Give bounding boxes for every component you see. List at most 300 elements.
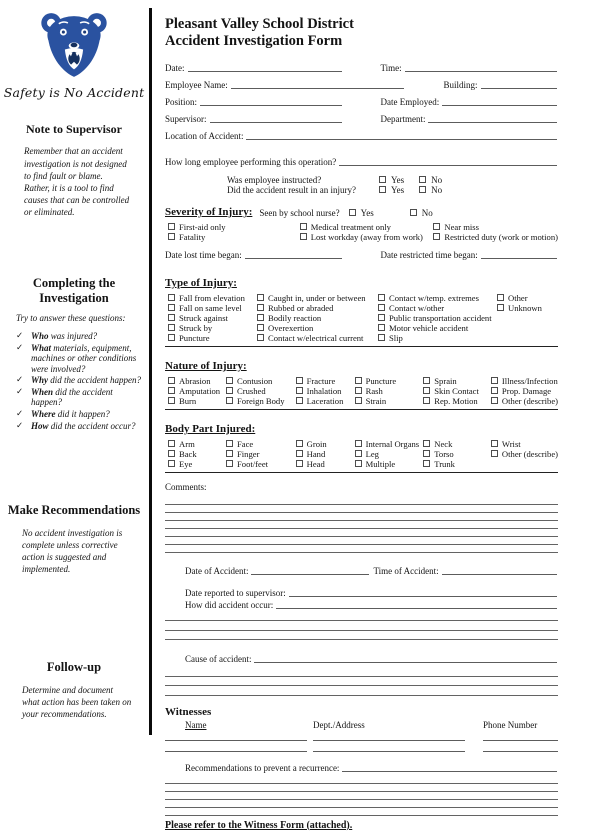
checkbox-option [257, 323, 378, 333]
checkbox[interactable] [378, 334, 385, 341]
sidebar [0, 0, 148, 776]
checkbox-option [168, 323, 257, 333]
checkbox-option [423, 386, 491, 396]
checkbox-option [497, 303, 558, 313]
checkbox[interactable] [168, 450, 175, 457]
checkbox[interactable] [296, 460, 303, 467]
checkbox-label: Caught in, under or between [268, 292, 366, 303]
recommendations-label: Recommendations to prevent a recurrence: [185, 762, 340, 773]
checkbox-label: Other (describe) [501, 395, 558, 406]
checkbox-label: Sprain [434, 375, 457, 386]
severity-heading: Severity of Injury: [165, 206, 253, 219]
checkbox[interactable] [423, 387, 430, 394]
witness-row [165, 741, 558, 752]
checkbox-label: Laceration [306, 395, 344, 406]
checkbox[interactable] [423, 397, 430, 404]
checkbox[interactable] [168, 397, 175, 404]
checkbox-option [168, 449, 226, 459]
sidebar-divider [149, 8, 152, 735]
checkbox-option [423, 376, 491, 386]
checkbox[interactable] [296, 397, 303, 404]
checkbox-option [296, 376, 355, 386]
checkbox-option [296, 439, 355, 449]
how-long-label: How long employee performing this operation? [165, 156, 337, 167]
checkbox[interactable] [168, 233, 175, 240]
checkbox[interactable] [257, 304, 264, 311]
checkbox-column [433, 222, 558, 242]
checkbox[interactable] [168, 334, 175, 341]
checkbox-column [226, 439, 296, 469]
investigation-questions-list [14, 331, 142, 431]
checkbox[interactable] [433, 223, 440, 230]
checkbox[interactable] [378, 314, 385, 321]
checkbox-label: Illness/Infection [501, 375, 558, 386]
checkbox-label: Rubbed or abraded [268, 302, 334, 313]
checkbox-label: Foot/feet [237, 458, 269, 469]
checkbox-label: Head [306, 458, 325, 469]
checkbox-option [226, 449, 296, 459]
checkbox-column [300, 222, 434, 242]
checkbox-label: Groin [306, 438, 327, 449]
checkbox-column [168, 222, 300, 242]
checkbox[interactable] [355, 440, 362, 447]
checkbox[interactable] [226, 460, 233, 467]
checkbox-option [168, 333, 257, 343]
checkbox[interactable] [257, 314, 264, 321]
type-of-injury-options [165, 293, 558, 343]
bear-logo-icon [36, 10, 112, 80]
severity-options [165, 222, 558, 242]
checkbox-label: Face [237, 438, 254, 449]
date-employed-input-line[interactable] [442, 104, 557, 106]
checkbox-label: Fall on same level [179, 302, 242, 313]
checkbox-option [296, 459, 355, 469]
checkbox-label: Fracture [306, 375, 336, 386]
witness-phone-line[interactable] [483, 741, 558, 752]
instructed-no-checkbox[interactable] [419, 176, 426, 183]
witness-row [165, 730, 558, 741]
checkbox[interactable] [378, 304, 385, 311]
checkbox-option [168, 376, 226, 386]
checkbox-label: Internal Organs [365, 438, 420, 449]
instructed-yes-checkbox[interactable] [379, 176, 386, 183]
checkbox-option [296, 449, 355, 459]
make-recommendations-heading: Make Recommendations [7, 503, 141, 518]
checkbox-option [378, 333, 497, 343]
follow-up-heading: Follow-up [46, 659, 102, 674]
checkbox[interactable] [491, 440, 498, 447]
writing-line[interactable] [165, 776, 558, 784]
how-occur-writing-area [165, 612, 558, 641]
checkbox-column [296, 439, 355, 469]
writing-line[interactable] [165, 808, 558, 816]
checkmark-icon: ✓ [16, 341, 24, 352]
checkbox-option [257, 303, 378, 313]
checkbox-option [433, 222, 558, 232]
witness-form-note: Please refer to the Witness Form (attached). [165, 819, 353, 831]
checkbox-option [491, 376, 558, 386]
checkbox-label: Strain [365, 395, 387, 406]
writing-line[interactable] [165, 612, 558, 622]
checkbox-label: Overexertion [268, 322, 314, 333]
writing-line[interactable] [165, 537, 558, 545]
checkbox-option [378, 293, 497, 303]
checkbox-label: Other [508, 292, 528, 303]
checkbox-label: Near miss [444, 221, 479, 232]
checkbox-option [257, 293, 378, 303]
checkbox-option [168, 232, 300, 242]
witness-name-line[interactable] [165, 730, 307, 741]
employee-name-input-line[interactable] [231, 87, 405, 89]
date-reported-input-line[interactable] [289, 595, 557, 597]
checkbox-label: Back [179, 448, 197, 459]
writing-line[interactable] [165, 505, 558, 513]
checkbox-label: Neck [434, 438, 453, 449]
how-occur-label: How did accident occur: [185, 599, 274, 610]
witness-dept-line[interactable] [313, 730, 465, 741]
writing-line[interactable] [165, 545, 558, 553]
checkbox-label: Burn [179, 395, 197, 406]
completing-investigation-heading: Completing the Investigation [32, 276, 116, 306]
checkbox-option [423, 439, 491, 449]
checkbox-option [423, 396, 491, 406]
make-recommendations-text: No accident investigation is complete unless corrective action is suggested and implemented. [22, 528, 123, 575]
checkbox[interactable] [497, 304, 504, 311]
writing-line[interactable] [165, 677, 558, 687]
recommendations-writing-area [165, 776, 558, 816]
date-restricted-input-line[interactable] [481, 257, 557, 259]
checkbox-column [168, 293, 257, 343]
checkbox[interactable] [423, 440, 430, 447]
checkbox-label: Foreign Body [237, 395, 285, 406]
checkbox-label: Skin Contact [434, 385, 479, 396]
checkbox[interactable] [226, 440, 233, 447]
checkbox[interactable] [423, 377, 430, 384]
checkbox-option [168, 303, 257, 313]
checkbox-option [355, 396, 424, 406]
checkbox[interactable] [168, 377, 175, 384]
section-rule [165, 409, 558, 410]
writing-line[interactable] [165, 800, 558, 808]
checkbox-column [491, 439, 558, 469]
checkbox-label: Fatality [179, 231, 206, 242]
department-input-line[interactable] [428, 121, 557, 123]
writing-line[interactable] [165, 497, 558, 505]
time-input-line[interactable] [405, 70, 557, 72]
question-item: ✓ Where did it happen? [16, 407, 110, 419]
checkbox[interactable] [226, 377, 233, 384]
checkbox[interactable] [296, 377, 303, 384]
checkbox-label: Unknown [508, 302, 542, 313]
checkbox-label: Prop. Damage [501, 385, 552, 396]
checkbox[interactable] [378, 324, 385, 331]
checkbox[interactable] [300, 223, 307, 230]
follow-up-text: Determine and document what action has been taken on your recommendations. [22, 684, 132, 719]
checkbox-label: Puncture [365, 375, 397, 386]
checkbox-option [491, 439, 558, 449]
checkbox[interactable] [355, 460, 362, 467]
checkbox-label: Trunk [434, 458, 455, 469]
checkbox[interactable] [168, 387, 175, 394]
checkbox-label: Bodily reaction [268, 312, 322, 323]
checkbox-label: Inhalation [306, 385, 342, 396]
checkbox[interactable] [497, 294, 504, 301]
checkbox-column [355, 376, 424, 406]
form-title: Pleasant Valley School District Accident Investigation Form [165, 16, 354, 50]
checkbox[interactable] [296, 387, 303, 394]
checkbox[interactable] [296, 450, 303, 457]
witness-phone-line[interactable] [483, 730, 558, 741]
time-of-accident-label: Time of Accident: [373, 565, 439, 576]
checkbox-column [296, 376, 355, 406]
date-of-accident-label: Date of Accident: [185, 565, 249, 576]
nature-of-injury-heading: Nature of Injury: [165, 359, 247, 372]
date-lost-input-line[interactable] [245, 257, 342, 259]
logo-caption: Safety is No Accident [3, 85, 145, 100]
employee-name-label: Employee Name: [165, 79, 228, 90]
checkbox-option [168, 386, 226, 396]
recommendations-input-line[interactable] [342, 770, 557, 772]
checkbox-option [433, 232, 558, 242]
checkbox-option [423, 459, 491, 469]
position-label: Position: [165, 96, 198, 107]
checkbox-option [168, 439, 226, 449]
checkbox-label: Rep. Motion [434, 395, 478, 406]
checkbox-label: Rash [365, 385, 383, 396]
checkbox-option [355, 449, 424, 459]
checkbox[interactable] [168, 440, 175, 447]
checkbox-label: Arm [179, 438, 195, 449]
checkbox[interactable] [257, 324, 264, 331]
checkbox-option [257, 333, 378, 343]
comments-writing-area [165, 497, 558, 553]
question-item: ✓ When did the accident happen? [16, 385, 113, 408]
checkbox-option [378, 303, 497, 313]
checkmark-icon: ✓ [16, 407, 24, 418]
nurse-yes-checkbox[interactable] [349, 209, 356, 216]
time-label: Time: [380, 62, 402, 73]
writing-line[interactable] [165, 513, 558, 521]
checkbox-option [226, 396, 296, 406]
time-of-accident-input-line[interactable] [442, 573, 557, 575]
question-item: ✓ Why did the accident happen? [16, 374, 141, 386]
checkbox-label: Leg [365, 448, 379, 459]
comments-label: Comments: [165, 481, 207, 492]
checkbox-column [257, 293, 378, 343]
department-label: Department: [380, 113, 426, 124]
building-label: Building: [443, 79, 478, 90]
checkbox-column [423, 439, 491, 469]
checkbox[interactable] [433, 233, 440, 240]
injury-no-checkbox[interactable] [419, 186, 426, 193]
checkbox-label: Contusion [237, 375, 273, 386]
writing-line[interactable] [165, 621, 558, 631]
checkbox-label: Abrasion [179, 375, 211, 386]
checkbox-label: Torso [434, 448, 454, 459]
checkbox-label: Contact w/temp. extremes [389, 292, 479, 303]
how-occur-input-line[interactable] [276, 607, 557, 609]
checkbox-label: Contact w/other [389, 302, 445, 313]
checkbox-option [355, 376, 424, 386]
result-injury-label: Did the accident result in an injury? [227, 184, 356, 195]
checkbox-option [226, 386, 296, 396]
writing-line[interactable] [165, 521, 558, 529]
nature-of-injury-options [165, 376, 558, 406]
location-input-line[interactable] [246, 138, 557, 140]
checkbox[interactable] [168, 223, 175, 230]
writing-line[interactable] [165, 686, 558, 696]
checkmark-icon: ✓ [16, 385, 24, 396]
checkbox-column [355, 439, 424, 469]
checkbox-option [355, 439, 424, 449]
severity-heading-row: Severity of Injury: Seen by school nurse? Yes No [165, 206, 433, 219]
nurse-no-checkbox[interactable] [410, 209, 417, 216]
writing-line[interactable] [165, 792, 558, 800]
checkbox-label: Finger [237, 448, 260, 459]
checkbox[interactable] [168, 304, 175, 311]
question-item: ✓ How did the accident occur? [16, 419, 136, 431]
checkbox-option [257, 313, 378, 323]
question-item: ✓ Who was injured? [16, 330, 98, 342]
writing-line[interactable] [165, 784, 558, 792]
checkbox[interactable] [355, 397, 362, 404]
checkbox-label: First-aid only [179, 221, 226, 232]
checkbox-label: Puncture [179, 332, 210, 343]
witness-dept-line[interactable] [313, 741, 465, 752]
checkbox-label: Struck against [179, 312, 228, 323]
checkbox-label: Multiple [365, 458, 396, 469]
checkbox-option [300, 232, 434, 242]
writing-line[interactable] [165, 631, 558, 641]
checkbox-option [168, 396, 226, 406]
checkbox-label: Motor vehicle accident [389, 322, 469, 333]
checkmark-icon: ✓ [16, 330, 24, 341]
checkbox-label: Struck by [179, 322, 213, 333]
type-of-injury-heading: Type of Injury: [165, 276, 237, 289]
checkbox-option [491, 449, 558, 459]
checkbox[interactable] [355, 377, 362, 384]
checkbox[interactable] [257, 294, 264, 301]
date-reported-label: Date reported to supervisor: [185, 587, 286, 598]
checkbox-column [491, 376, 558, 406]
location-label: Location of Accident: [165, 130, 244, 141]
injury-yes-checkbox[interactable] [379, 186, 386, 193]
checkbox-option [168, 313, 257, 323]
body-part-options [165, 439, 558, 469]
checkbox[interactable] [168, 460, 175, 467]
checkbox-option [423, 449, 491, 459]
checkbox-label: Medical treatment only [310, 221, 391, 232]
date-restricted-label: Date restricted time began: [380, 249, 478, 260]
checkbox-option [168, 222, 300, 232]
date-employed-label: Date Employed: [380, 96, 440, 107]
cause-input-line[interactable] [254, 661, 557, 663]
building-input-line[interactable] [481, 87, 558, 89]
witness-name-line[interactable] [165, 741, 307, 752]
checkbox-option [168, 459, 226, 469]
date-input-line[interactable] [188, 70, 342, 72]
checkbox-option [296, 396, 355, 406]
checkbox[interactable] [423, 460, 430, 467]
writing-line[interactable] [165, 667, 558, 677]
checkmark-icon: ✓ [16, 419, 24, 430]
witness-name-header: Name [185, 719, 207, 730]
supervisor-label: Supervisor: [165, 113, 207, 124]
checkbox[interactable] [355, 450, 362, 457]
checkbox[interactable] [491, 450, 498, 457]
was-instructed-label: Was employee instructed? [227, 174, 322, 185]
completing-intro: Try to answer these questions: [16, 313, 126, 324]
checkbox-option [355, 386, 424, 396]
nurse-question-label: Seen by school nurse? [259, 207, 340, 218]
checkbox-column [497, 293, 558, 343]
form-main [165, 0, 558, 831]
checkbox-option [296, 386, 355, 396]
date-of-accident-input-line[interactable] [251, 573, 368, 575]
checkbox-label: Eye [179, 458, 193, 469]
date-lost-label: Date lost time began: [165, 249, 242, 260]
note-to-supervisor-heading: Note to Supervisor [26, 122, 122, 136]
checkbox[interactable] [168, 314, 175, 321]
question-item: ✓ What materials, equipment, machines or other conditions were involved? [16, 341, 137, 374]
checkbox-label: Fall from elevation [179, 292, 245, 303]
checkbox[interactable] [491, 377, 498, 384]
checkbox-column [423, 376, 491, 406]
checkbox-option [491, 386, 558, 396]
checkbox-option [300, 222, 434, 232]
position-input-line[interactable] [200, 104, 341, 106]
writing-line[interactable] [165, 529, 558, 537]
checkbox-label: Wrist [501, 438, 521, 449]
witness-phone-header: Phone Number [483, 719, 538, 730]
checkbox[interactable] [355, 387, 362, 394]
checkbox[interactable] [226, 387, 233, 394]
checkbox[interactable] [491, 387, 498, 394]
result-injury-row: Did the accident result in an injury? Yes No [227, 184, 443, 195]
checkbox-label: Lost workday (away from work) [310, 231, 423, 242]
checkbox[interactable] [296, 440, 303, 447]
checkbox-option [378, 313, 497, 323]
checkbox-label: Amputation [179, 385, 221, 396]
checkbox[interactable] [423, 450, 430, 457]
checkbox-column [168, 439, 226, 469]
checkbox-option [226, 439, 296, 449]
cause-label: Cause of accident: [185, 654, 252, 665]
checkbox-option [168, 293, 257, 303]
checkbox[interactable] [300, 233, 307, 240]
checkbox[interactable] [491, 397, 498, 404]
checkbox[interactable] [168, 324, 175, 331]
checkbox-option [491, 396, 558, 406]
checkbox[interactable] [257, 334, 264, 341]
supervisor-input-line[interactable] [210, 121, 342, 123]
checkbox-label: Slip [389, 332, 403, 343]
checkbox-label: Contact w/electrical current [268, 332, 364, 343]
checkbox[interactable] [226, 397, 233, 404]
checkbox-label: Other (describe) [501, 448, 558, 459]
how-long-input-line[interactable] [339, 164, 557, 166]
checkbox-option [355, 459, 424, 469]
note-to-supervisor-text: Remember that an accident investigation is not designed to find fault or blame. Rather, it is a tool to find causes that can be controlled or eliminated. [24, 146, 130, 218]
checkbox[interactable] [226, 450, 233, 457]
checkbox[interactable] [168, 294, 175, 301]
checkbox-label: Restricted duty (work or motion) [444, 231, 558, 242]
body-part-heading: Body Part Injured: [165, 422, 256, 435]
witness-dept-header: Dept./Address [313, 719, 365, 730]
checkbox-column [226, 376, 296, 406]
checkbox-label: Public transportation accident [389, 312, 492, 323]
checkbox[interactable] [378, 294, 385, 301]
